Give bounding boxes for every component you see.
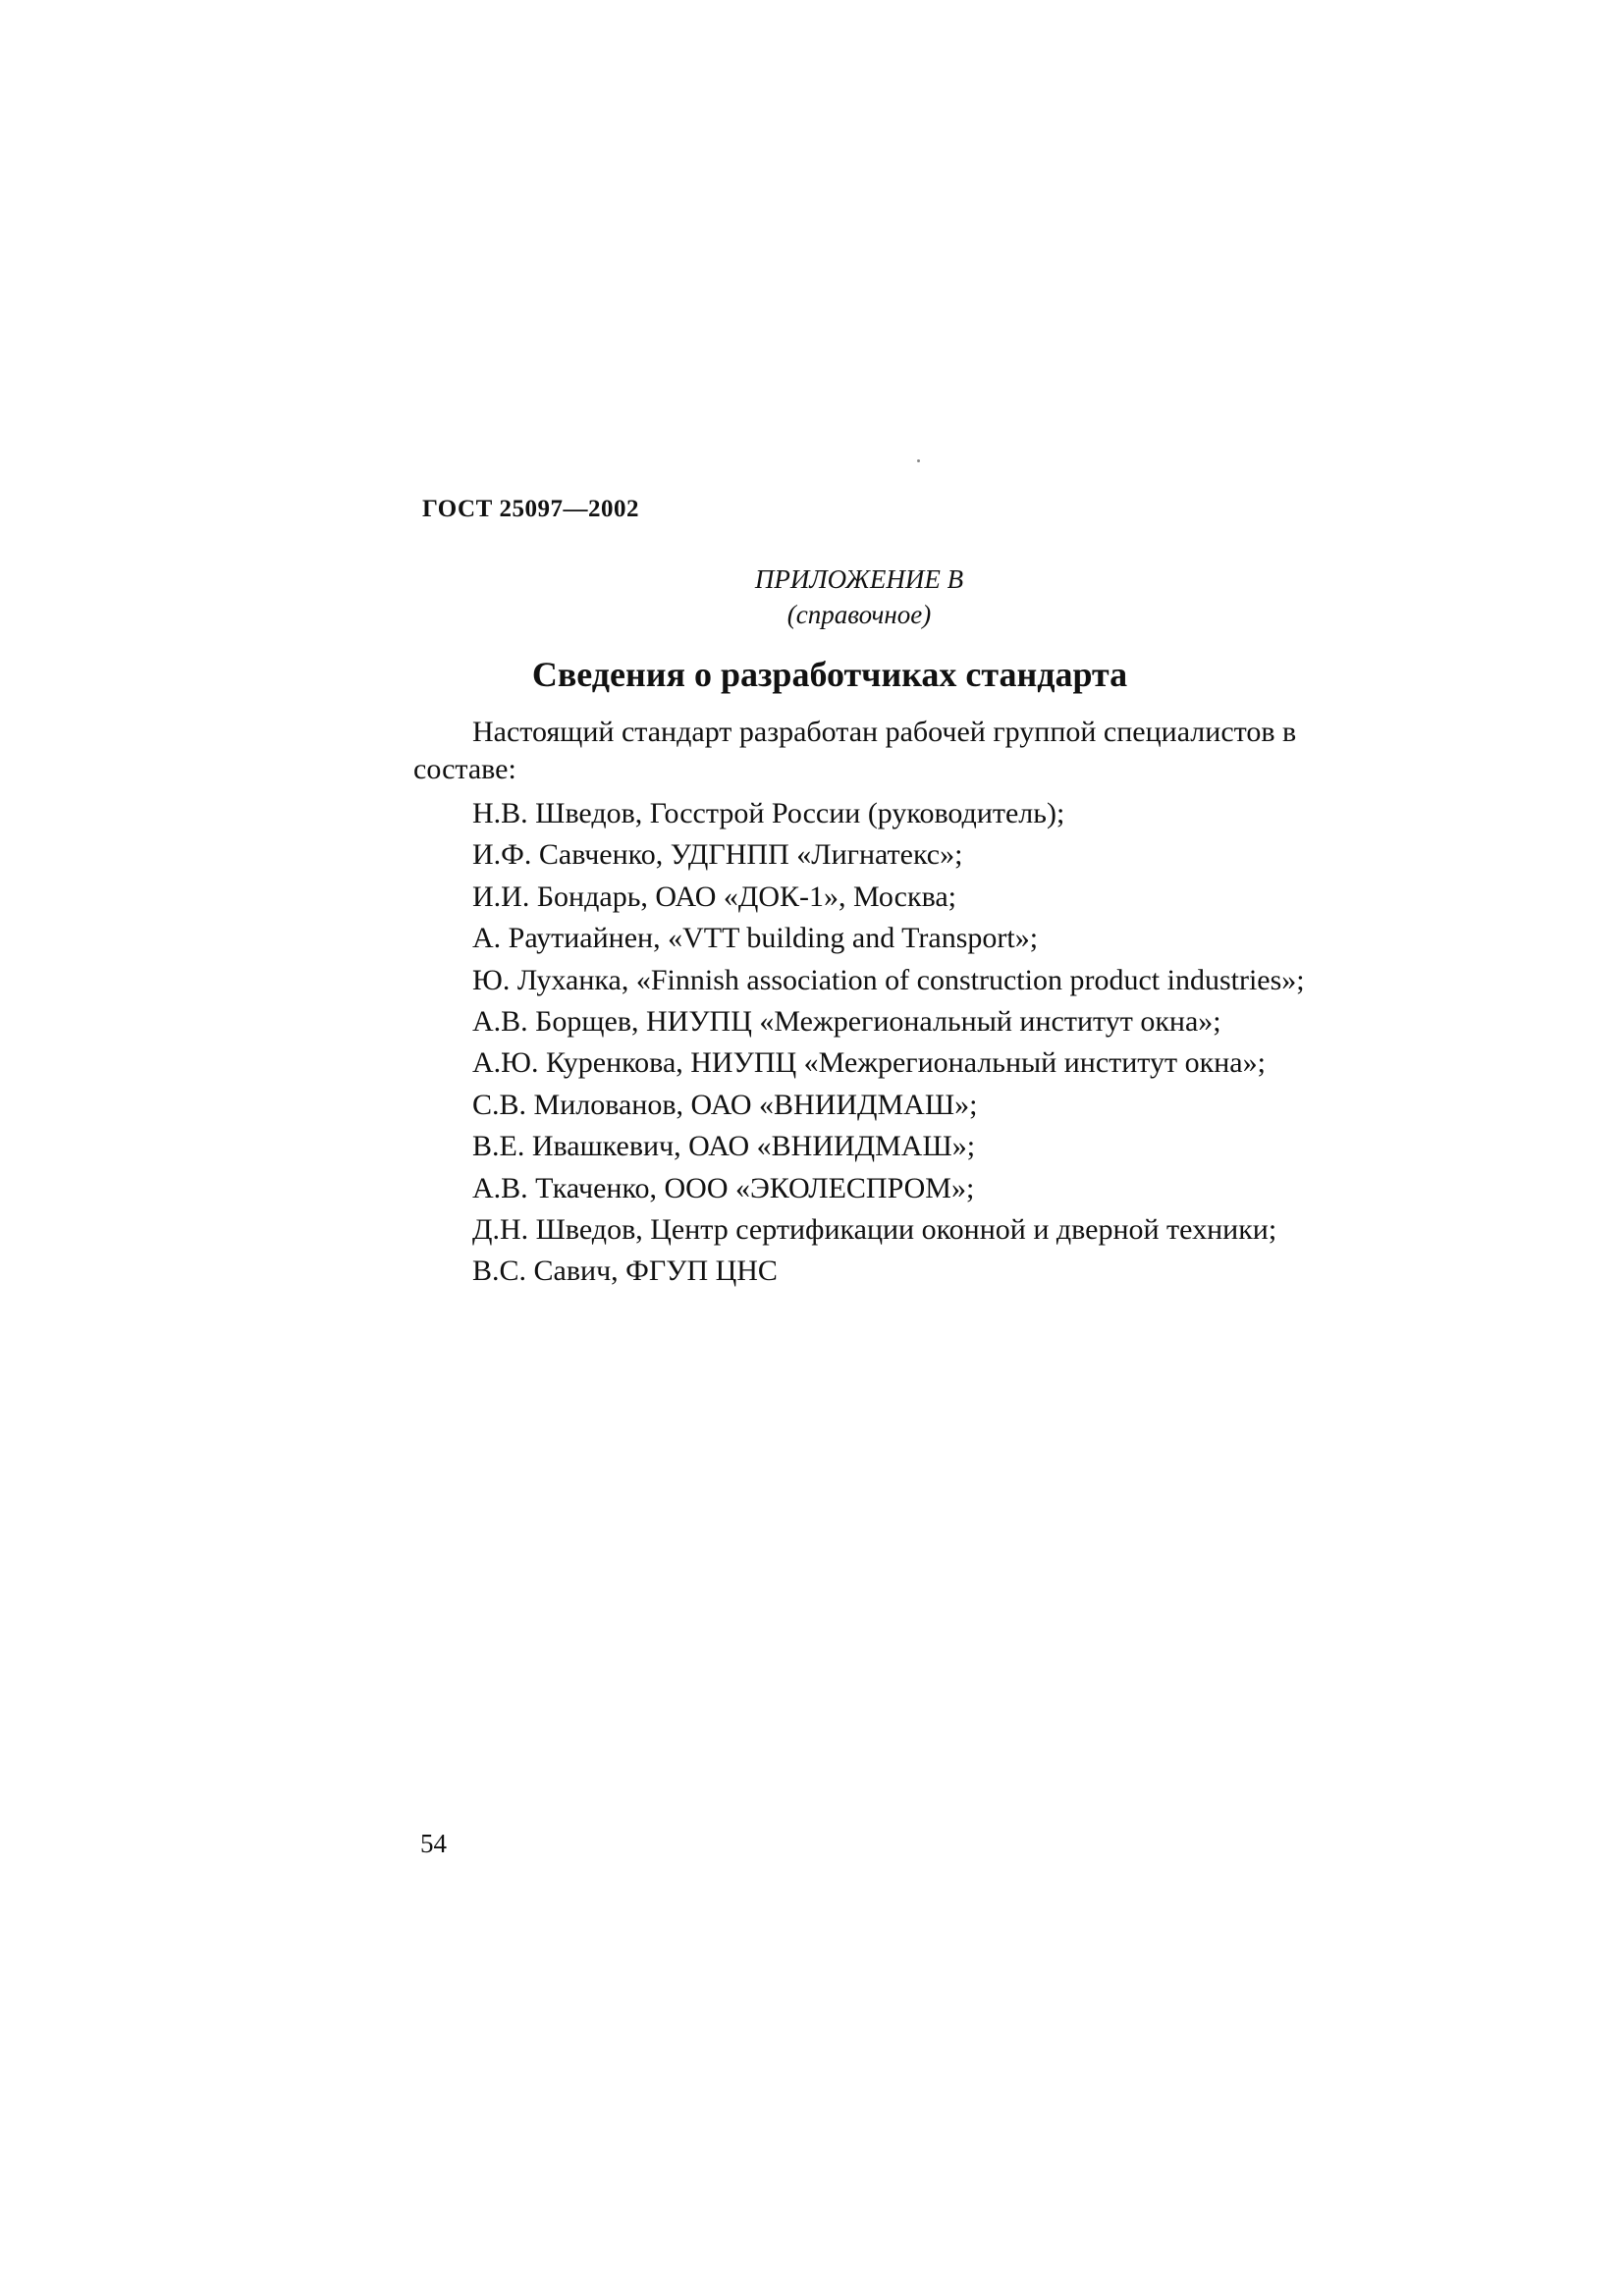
section-heading: Сведения о разработчиках стандарта: [531, 655, 1128, 694]
developer-item: С.В. Милованов, ОАО «ВНИИДМАШ»;: [472, 1088, 978, 1121]
developer-item: Д.Н. Шведов, Центр сертификации оконной и дверной техники;: [472, 1212, 1277, 1246]
developer-item: Ю. Луханка, «Finnish association of construction product industries»;: [472, 963, 1305, 996]
developer-item: В.С. Савич, ФГУП ЦНС: [472, 1255, 778, 1288]
appendix-title: ПРИЛОЖЕНИЕ В: [754, 564, 964, 594]
developer-item: А.В. Борщев, НИУПЦ «Межрегиональный институт окна»;: [472, 1004, 1221, 1038]
appendix-subtitle: (справочное): [786, 600, 932, 629]
developer-item: В.Е. Ивашкевич, ОАО «ВНИИДМАШ»;: [472, 1130, 976, 1163]
developer-item: И.И. Бондарь, ОАО «ДОК-1», Москва;: [472, 880, 956, 913]
developer-item: А.В. Ткаченко, ООО «ЭКОЛЕСПРОМ»;: [472, 1171, 975, 1204]
appendix-label: [0, 561, 1624, 632]
developer-item: А. Раутиайнен, «VTT building and Transport»;: [472, 922, 1039, 955]
page-number: 54: [420, 1829, 447, 1858]
intro-paragraph: Настоящий стандарт разработан рабочей группой специалистов в составе:: [413, 716, 1297, 785]
developer-item: Н.В. Шведов, Госстрой России (руководитель);: [472, 797, 1065, 829]
developer-item: И.Ф. Савченко, УДГНПП «Лигнатекс»;: [472, 838, 963, 872]
document-code: ГОСТ 25097—2002: [422, 496, 640, 522]
developers-list: [472, 793, 1305, 1293]
developer-item: А.Ю. Куренкова, НИУПЦ «Межрегиональный институт окна»;: [472, 1046, 1266, 1080]
scan-speck: [917, 459, 920, 462]
